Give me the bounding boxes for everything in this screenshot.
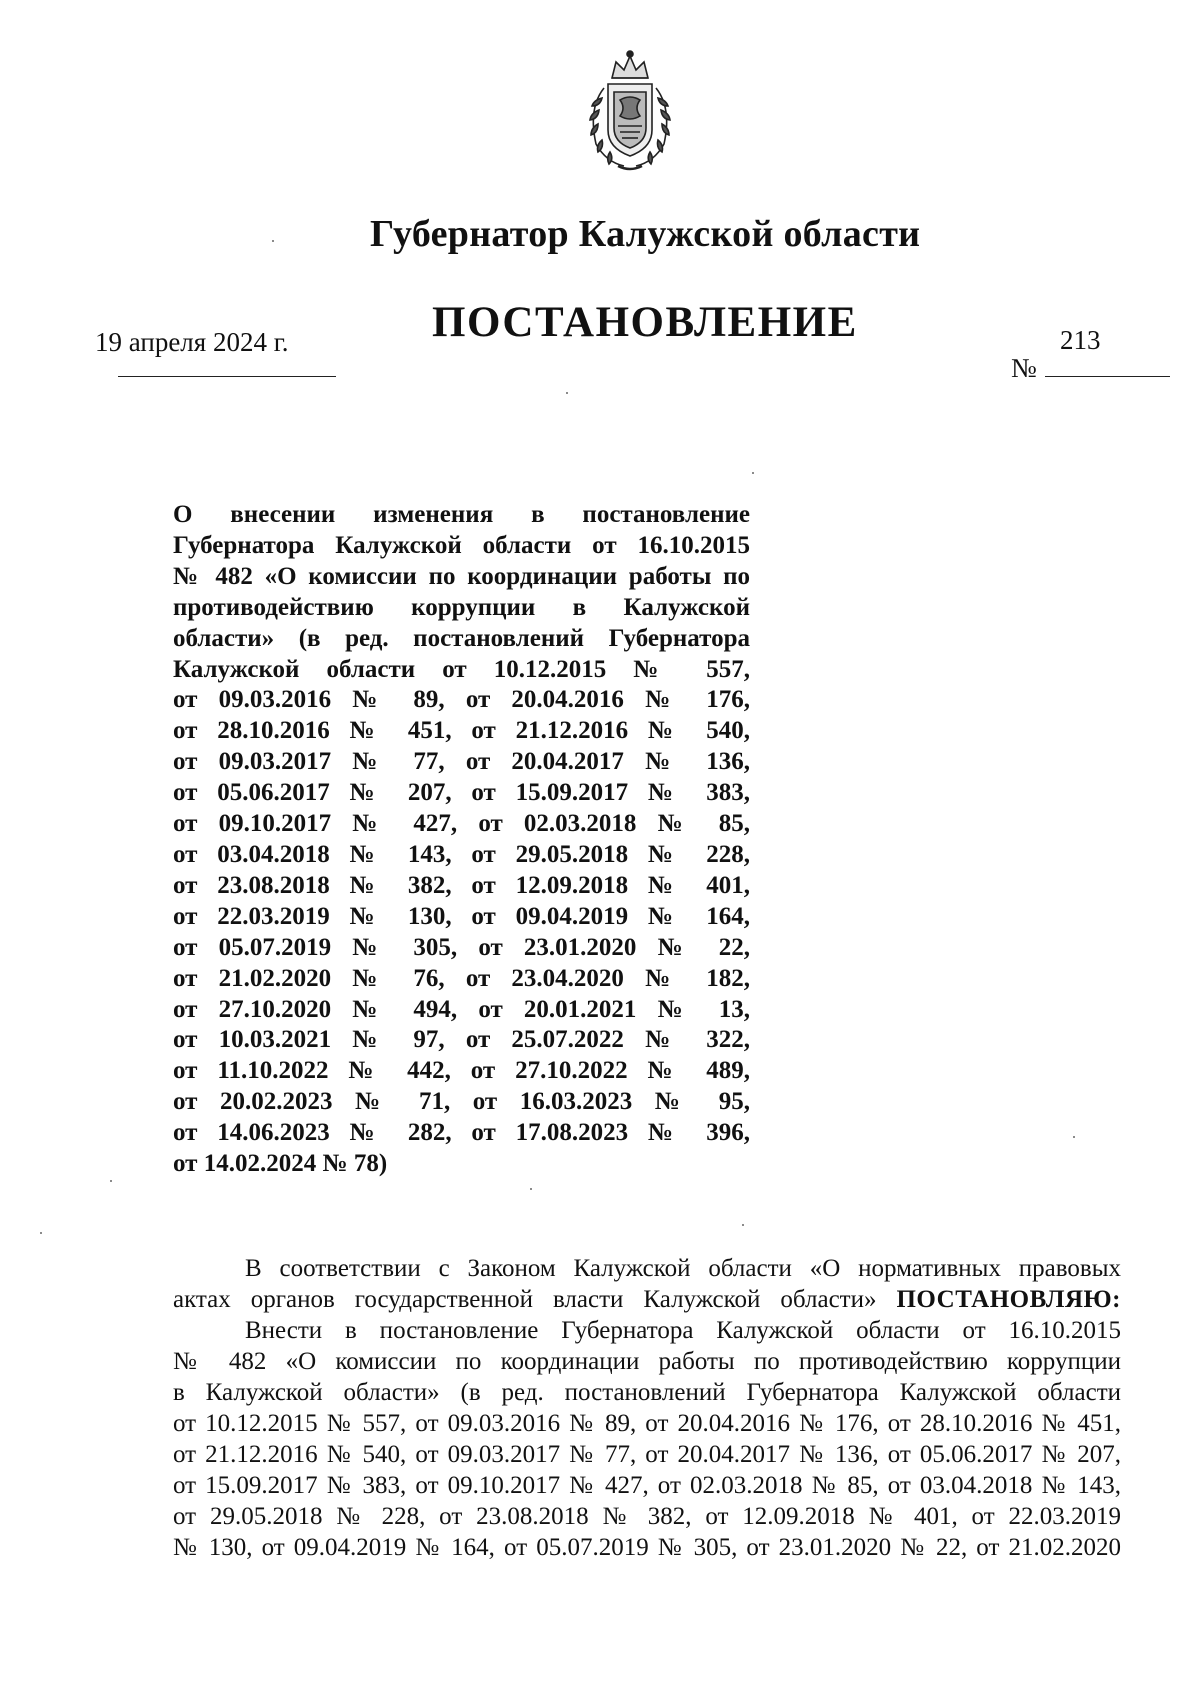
body-line: в Калужской области» (в ред. постановлений Губернатора Калужской области bbox=[173, 1379, 1121, 1406]
body-line: от 10.12.2015 № 557, от 09.03.2016 № 89, от 20.04.2016 № 176, от 28.10.2016 № 451, bbox=[173, 1410, 1121, 1437]
subject-line: от 20.02.2023 № 71, от 16.03.2023 № 95, bbox=[173, 1088, 750, 1116]
body-preamble-text: актах органов государственной власти Калужской области» bbox=[173, 1286, 877, 1313]
subject-line: от 05.06.2017 № 207, от 15.09.2017 № 383, bbox=[173, 779, 750, 807]
subject-line: № 482 «О комиссии по координации работы по bbox=[173, 562, 750, 590]
subject-line: от 09.10.2017 № 427, от 02.03.2018 № 85, bbox=[173, 810, 750, 838]
subject-line: от 11.10.2022 № 442, от 27.10.2022 № 489, bbox=[173, 1057, 750, 1085]
body-line: от 15.09.2017 № 383, от 09.10.2017 № 427, от 02.03.2018 № 85, от 03.04.2018 № 143, bbox=[173, 1472, 1121, 1499]
coat-of-arms-emblem bbox=[580, 48, 680, 174]
subject-line: от 03.04.2018 № 143, от 29.05.2018 № 228, bbox=[173, 840, 750, 868]
order-word: ПОСТАНОВЛЯЮ: bbox=[896, 1286, 1121, 1313]
body-line: № 130, от 09.04.2019 № 164, от 05.07.2019 № 305, от 23.01.2020 № 22, от 21.02.2020 bbox=[173, 1534, 1121, 1561]
document-subject bbox=[173, 500, 750, 1180]
subject-line: области» (в ред. постановлений Губернатора bbox=[173, 624, 750, 652]
body-line: от 21.12.2016 № 540, от 09.03.2017 № 77, от 20.04.2017 № 136, от 05.06.2017 № 207, bbox=[173, 1441, 1121, 1468]
document-type-title: ПОСТАНОВЛЕНИЕ bbox=[432, 299, 858, 346]
scan-speck bbox=[752, 472, 754, 474]
subject-line: О внесении изменения в постановление bbox=[173, 501, 750, 528]
subject-line: от 27.10.2020 № 494, от 20.01.2021 № 13, bbox=[173, 995, 750, 1023]
subject-line: от 14.06.2023 № 282, от 17.08.2023 № 396, bbox=[173, 1119, 750, 1147]
scan-speck bbox=[40, 1232, 42, 1234]
scan-speck bbox=[566, 392, 568, 394]
document-number-label: № bbox=[1011, 353, 1037, 383]
date-underline bbox=[118, 376, 336, 377]
subject-line: от 05.07.2019 № 305, от 23.01.2020 № 22, bbox=[173, 933, 750, 961]
body-line: № 482 «О комиссии по координации работы по противодействию коррупции bbox=[173, 1348, 1121, 1375]
document-date: 19 апреля 2024 г. bbox=[95, 327, 289, 357]
subject-line: от 23.08.2018 № 382, от 12.09.2018 № 401, bbox=[173, 871, 750, 899]
subject-line: от 14.02.2024 № 78) bbox=[173, 1150, 388, 1178]
subject-line: Калужской области от 10.12.2015 № 557, bbox=[173, 655, 750, 683]
document-number: 213 bbox=[1060, 325, 1101, 355]
scan-speck bbox=[272, 240, 274, 242]
subject-line: Губернатора Калужской области от 16.10.2015 bbox=[173, 531, 750, 559]
body-line: от 29.05.2018 № 228, от 23.08.2018 № 382, от 12.09.2018 № 401, от 22.03.2019 bbox=[173, 1503, 1121, 1530]
scan-speck bbox=[1073, 1136, 1075, 1138]
issuing-authority: Губернатор Калужской области bbox=[370, 213, 921, 255]
document-body bbox=[173, 1253, 1121, 1563]
scan-speck bbox=[742, 1224, 744, 1226]
body-preamble-line: В соответствии с Законом Калужской области «О нормативных правовых bbox=[245, 1255, 1121, 1282]
subject-line: от 09.03.2017 № 77, от 20.04.2017 № 136, bbox=[173, 748, 750, 776]
scan-speck bbox=[530, 1188, 532, 1190]
subject-line: от 22.03.2019 № 130, от 09.04.2019 № 164, bbox=[173, 902, 750, 930]
body-preamble-line bbox=[173, 1284, 1121, 1315]
body-line: Внести в постановление Губернатора Калужской области от 16.10.2015 bbox=[245, 1317, 1121, 1344]
subject-line: от 21.02.2020 № 76, от 23.04.2020 № 182, bbox=[173, 964, 750, 992]
scan-speck bbox=[110, 1180, 112, 1182]
subject-line: от 10.03.2021 № 97, от 25.07.2022 № 322, bbox=[173, 1026, 750, 1054]
subject-line: от 28.10.2016 № 451, от 21.12.2016 № 540, bbox=[173, 717, 750, 745]
number-underline bbox=[1045, 376, 1170, 377]
subject-line: противодействию коррупции в Калужской bbox=[173, 593, 750, 621]
subject-line: от 09.03.2016 № 89, от 20.04.2016 № 176, bbox=[173, 686, 750, 714]
